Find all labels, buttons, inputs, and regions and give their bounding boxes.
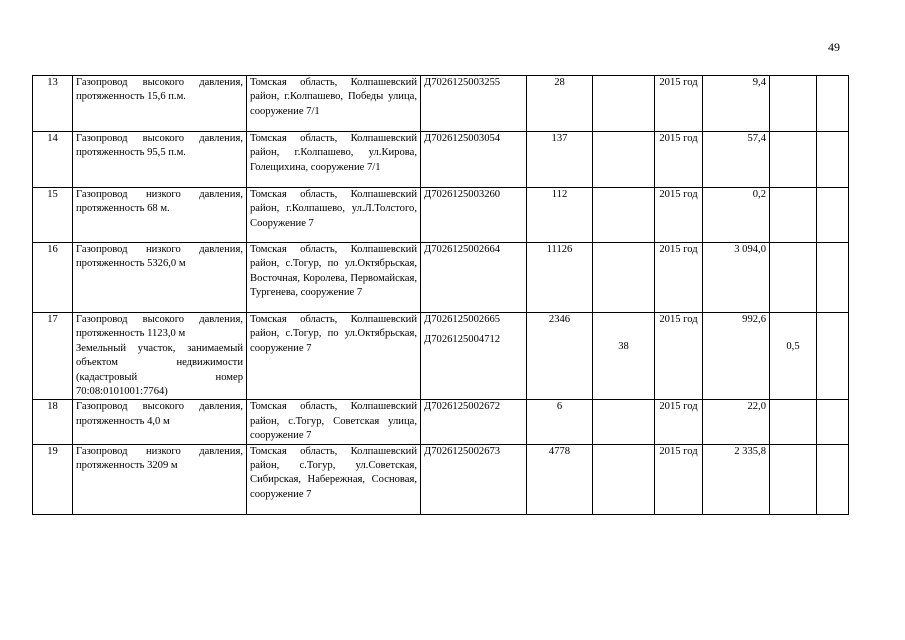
row-number: 13 xyxy=(33,76,73,132)
object-address: Томская область, Колпашевский район, с.Тогур, по ул.Октябрьская, сооружение 7 xyxy=(247,313,421,400)
count-value: 137 xyxy=(527,132,593,188)
object-name: Газопровод низкого давления, протяженность 68 м. xyxy=(73,188,247,243)
object-name: Газопровод высокого давления, протяженность 1123,0 м xyxy=(76,314,243,340)
empty-cell xyxy=(817,188,849,243)
empty-cell xyxy=(817,444,849,514)
cadastral-number: Д7026125003054 xyxy=(421,132,527,188)
object-address: Томская область, Колпашевский район, г.Колпашево, ул.Л.Толстого, Сооружение 7 xyxy=(247,188,421,243)
count-value: 28 xyxy=(527,76,593,132)
count-value: 6 xyxy=(527,400,593,444)
extra-value xyxy=(593,188,655,243)
table-row xyxy=(33,444,849,514)
extra-value xyxy=(593,444,655,514)
object-name: Газопровод высокого давления, протяженность 15,6 п.м. xyxy=(73,76,247,132)
cadastral-number: Д7026125002665 xyxy=(424,314,501,325)
empty-cell xyxy=(817,76,849,132)
cost-value: 2 335,8 xyxy=(703,444,770,514)
last-value xyxy=(770,444,817,514)
object-address: Томская область, Колпашевский район, г.Колпашево, Победы улица, сооружение 7/1 xyxy=(247,76,421,132)
object-address: Томская область, Колпашевский район, г.Колпашево, ул.Кирова, Голещихина, сооружение 7/1 xyxy=(247,132,421,188)
table-row xyxy=(33,243,849,313)
empty-cell xyxy=(817,243,849,313)
cadastral-number-secondary: Д7026125004712 xyxy=(424,334,501,346)
cadastral-number: Д7026125003255 xyxy=(421,76,527,132)
table-row xyxy=(33,188,849,243)
empty-cell xyxy=(817,400,849,444)
cost-value: 3 094,0 xyxy=(703,243,770,313)
year-value: 2015 год xyxy=(655,313,703,400)
object-name-secondary: Земельный участок, занимаемый объектом недвижимости (кадастровый номер 70:08:0101001:7764) xyxy=(76,342,243,398)
count-value: 2346 xyxy=(527,313,593,400)
count-value: 4778 xyxy=(527,444,593,514)
extra-value xyxy=(593,132,655,188)
last-value xyxy=(770,132,817,188)
object-address: Томская область, Колпашевский район, с.Тогур, по ул.Октябрьская, Восточная, Королева, Первомайская, Тургенева, сооружение 7 xyxy=(247,243,421,313)
year-value: 2015 год xyxy=(655,76,703,132)
table-row xyxy=(33,313,849,400)
extra-value xyxy=(593,76,655,132)
object-name: Газопровод высокого давления, протяженность 95,5 п.м. xyxy=(73,132,247,188)
extra-value xyxy=(593,400,655,444)
object-name: Газопровод низкого давления, протяженность 5326,0 м xyxy=(73,243,247,313)
cost-value: 57,4 xyxy=(703,132,770,188)
cost-value: 9,4 xyxy=(703,76,770,132)
year-value: 2015 год xyxy=(655,444,703,514)
row-number: 19 xyxy=(33,444,73,514)
object-name: Газопровод высокого давления, протяженность 4,0 м xyxy=(73,400,247,444)
empty-cell xyxy=(817,132,849,188)
extra-value: 38 xyxy=(593,313,655,400)
year-value: 2015 год xyxy=(655,188,703,243)
cost-value: 0,2 xyxy=(703,188,770,243)
cadastral-number: Д7026125002664 xyxy=(421,243,527,313)
last-value xyxy=(770,400,817,444)
cadastral-number: Д7026125002672 xyxy=(421,400,527,444)
cost-value: 992,6 xyxy=(703,313,770,400)
object-name: Газопровод низкого давления, протяженность 3209 м xyxy=(73,444,247,514)
year-value: 2015 год xyxy=(655,243,703,313)
cadastral-number: Д7026125003260 xyxy=(421,188,527,243)
cadastral-cell xyxy=(421,313,527,400)
last-value xyxy=(770,243,817,313)
last-value: 0,5 xyxy=(770,313,817,400)
table-row xyxy=(33,76,849,132)
property-register-table xyxy=(32,75,849,515)
cadastral-number: Д7026125002673 xyxy=(421,444,527,514)
object-address: Томская область, Колпашевский район, с.Тогур, Советская улица, сооружение 7 xyxy=(247,400,421,444)
table-row xyxy=(33,400,849,444)
row-number: 14 xyxy=(33,132,73,188)
row-number: 18 xyxy=(33,400,73,444)
cost-value: 22,0 xyxy=(703,400,770,444)
table-row xyxy=(33,132,849,188)
row-number: 17 xyxy=(33,313,73,400)
year-value: 2015 год xyxy=(655,132,703,188)
page-number: 49 xyxy=(828,40,840,54)
last-value xyxy=(770,188,817,243)
object-address: Томская область, Колпашевский район, с.Тогур, ул.Советская, Сибирская, Набережная, Сосновая, сооружение 7 xyxy=(247,444,421,514)
count-value: 11126 xyxy=(527,243,593,313)
object-name-cell xyxy=(73,313,247,400)
extra-value xyxy=(593,243,655,313)
year-value: 2015 год xyxy=(655,400,703,444)
row-number: 15 xyxy=(33,188,73,243)
count-value: 112 xyxy=(527,188,593,243)
last-value xyxy=(770,76,817,132)
empty-cell xyxy=(817,313,849,400)
row-number: 16 xyxy=(33,243,73,313)
